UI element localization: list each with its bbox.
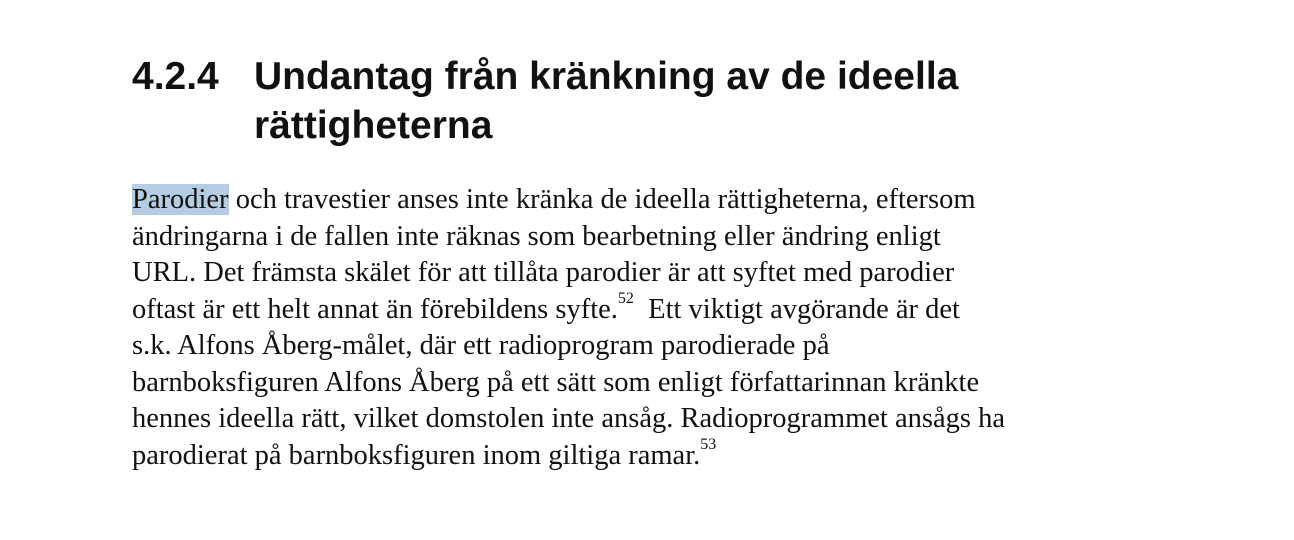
paragraph-line	[132, 292, 1132, 329]
body-paragraph[interactable]	[132, 182, 1132, 474]
paragraph-line: URL. Det främsta skälet för att tillåta parodier är att syftet med parodier	[132, 257, 955, 288]
section-heading	[132, 52, 1132, 150]
footnote-reference[interactable]: 53	[700, 436, 717, 453]
paragraph-line	[132, 182, 1132, 219]
paragraph-line	[132, 438, 1132, 475]
selected-text[interactable]: Parodier	[132, 184, 229, 215]
paragraph-text: och travestier anses inte kränka de ideella rättigheterna, eftersom	[228, 184, 976, 215]
paragraph-text: parodierat på barnboksfiguren inom giltiga ramar.	[132, 439, 701, 471]
paragraph-line: s.k. Alfons Åberg-målet, där ett radioprogram parodierade på	[132, 330, 830, 361]
paragraph-text: oftast är ett helt annat än förebildens syfte.	[132, 293, 618, 325]
paragraph-text: Ett viktigt avgörande är det	[633, 293, 960, 325]
section-title	[254, 52, 1132, 150]
section-title-line-1: Undantag från kränkning av de ideella	[254, 55, 959, 98]
paragraph-line: ändringarna i de fallen inte räknas som bearbetning eller ändring enligt	[132, 220, 941, 252]
footnote-reference[interactable]: 52	[617, 290, 634, 307]
section-number: 4.2.4	[132, 55, 219, 98]
section-title-line-2: rättigheterna	[254, 104, 493, 147]
paragraph-line: hennes ideella rätt, vilket domstolen inte ansåg. Radioprogrammet ansågs ha	[132, 403, 1005, 434]
paragraph-line: barnboksfiguren Alfons Åberg på ett sätt som enligt författarinnan kränkte	[132, 366, 980, 398]
